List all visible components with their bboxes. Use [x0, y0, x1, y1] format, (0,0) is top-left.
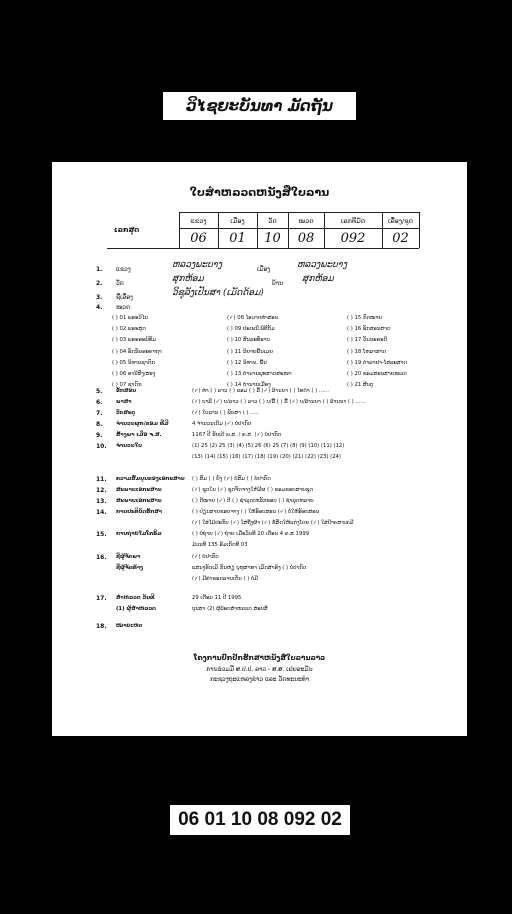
- footer-cooperation-line: ການຮ່ວມມື ສ.ປ.ປ. ລາວ - ສ.ສ. ເຢຍລະມັນ: [206, 666, 313, 673]
- category-19: ( ) 19 ຕຳລາຢາ-ໂສລະສາດ: [347, 359, 407, 366]
- form-row-value: ແສນງຣັດເມັ ກັນຫ່ຽ ບຸຫຸສາທາ ເມັດສຳຣິງ ( ) ບໍ່ປາກົດ: [192, 565, 307, 571]
- form-row-num: 6.: [96, 399, 103, 406]
- form-row-value: ( ) ປ່ຽນສາຍຂອບຈາງ ( ) ໃຫ້ອັອບສອນ (✓) ບໍ່ໃຫ້ອັອບສອນ: [192, 509, 320, 515]
- form-row-num: 8.: [96, 421, 103, 428]
- category-column-1: [112, 313, 162, 391]
- form-row-num: 5.: [96, 388, 103, 395]
- category-10: ( ) 10 ສີນລະທັອາບ: [227, 337, 270, 344]
- row-2-extra-value: ສຸກຫ້ອມ: [302, 274, 334, 284]
- form-row-num: 12.: [96, 487, 107, 494]
- category-14: ( ) 14 ຕຳນານເມືອງ: [227, 382, 271, 389]
- category-05: ( ) 05 ນິທານຊາດົກ: [112, 359, 155, 366]
- row-2-extra-label: ບ້ານ: [272, 280, 283, 287]
- category-column-3: [347, 313, 407, 391]
- code-value-district: 01: [229, 231, 246, 246]
- form-row-label: (1) ຜູ້ສຳຫລວດ: [116, 606, 156, 612]
- category-03: ( ) 03 ພຣະອະພິທັມ: [112, 337, 157, 344]
- code-value-story: 02: [392, 231, 409, 246]
- form-row-value: 29 ເດືອນ 11 ປີ 1995: [192, 595, 242, 601]
- form-row-label: ພາສາ: [116, 399, 132, 405]
- form-row-value: ບຸນສາ (2) ຜູ້ລ້ອດສຳຫລວດ ສ່ອນສີ: [192, 606, 268, 612]
- form-row-num: 18.: [96, 623, 107, 630]
- row-3-value: ວິຊຸລັງເປັນສາ (ເມັດດ້ອມ): [172, 288, 264, 298]
- row-3-label: ຊື່ເລື່ອງ: [116, 294, 133, 301]
- form-row-label: ຊື່ຜູ້ຈັດພາ: [116, 554, 141, 560]
- code-header-district: ເມືອງ: [230, 217, 245, 225]
- category-20: ( ) 20 ຂອມສອນສາຍໝວດ: [347, 371, 407, 378]
- form-row-value: ( ) ສົມ ( ) ຍັງ (✓) ບໍ່ສົມ ( ) ບໍ່ປາກົດ: [192, 476, 271, 482]
- category-01: ( ) 01 ພຣະວິໄນ: [112, 315, 148, 321]
- form-row-value: (✓) ໃສ່ໄມ້ປະກັບ (✓) ໃສ່ຖືງຜ້າ (✓) ຂໍ້ສັດໃຫ້ແຕ່ງໂດຍ (✓) ໃສ່ປ້າຍສາເຄມີ: [192, 520, 354, 526]
- code-label: ເລກສູດ: [114, 226, 140, 234]
- form-row-value: (13) (14) (15) (16) (17) (18) (19) (20) (21) (22) (23) (24): [192, 454, 341, 460]
- category-08: (✓) 08 ໄອວາດທຳສອນ: [227, 315, 279, 321]
- category-17: ( ) 17 ວັນນະຄະດີ: [347, 337, 388, 344]
- form-row-num: 17.: [96, 595, 107, 602]
- code-header-category: ໝວດ: [298, 217, 314, 225]
- form-row-label: ການປະຕິບັດຮັກສາ: [116, 509, 163, 515]
- row-3-num: 3.: [96, 294, 103, 301]
- form-row-num: 13.: [96, 498, 107, 505]
- code-header-temple: ວັດ: [268, 217, 277, 225]
- form-row-label: ຄວາມສົມບູນຂອງເອກະສານ: [116, 476, 185, 482]
- form-row-label: ສະພາບເອກະສານ: [116, 498, 162, 504]
- form-row-value: ( ) ດີໝາຍ (✓) ດີ ( ) ຊຳລຸດເຫລັກຂອບ ( ) ຊຳລຸດຫລາຍ: [192, 498, 314, 504]
- category-21: ( ) 21 ສີບຕູ: [347, 382, 374, 389]
- form-row-value: (✓) ທຳ ( ) ລາວ ( ) ຂອມ ( ) ລື້ (✓) ລ້ານນາ ( ) ໄທດຳ ( ) ......: [192, 388, 329, 394]
- form-row-value: (✓) ຊຸດໃນ (✓) ຊຸດຈັດຈາງໃຫ້ມີຜ ( ) ຂອມຂອບສາຍຊຸດ: [192, 487, 313, 493]
- form-row-label: ສຳຫລວດ ວັນທີ: [116, 595, 155, 601]
- form-row-value: 1167 ປີ ຮັບເປ້ ພ.ສ. / ຄ.ສ. (✓) ບໍ່ປາກົດ: [192, 432, 282, 438]
- form-row-label: ຊື່ຜູ້ຈັດທ້າງ: [116, 565, 144, 571]
- survey-form-sheet: [52, 162, 467, 736]
- code-value-category: 08: [297, 231, 315, 246]
- form-row-label: ວັດສະດຸ: [116, 410, 136, 416]
- code-value-province: 06: [190, 231, 207, 246]
- category-16: ( ) 16 ອັກສອນສາດ: [347, 326, 391, 333]
- archive-header-label: ວິໄຊຍະບັນທາ ມັດຖັນ: [163, 92, 356, 120]
- form-row-num: 10.: [96, 443, 107, 450]
- row-1-value: ຫລວງພະບາງ: [172, 260, 222, 270]
- form-row-value: (✓) ໃບລານ ( ) ພັບສາ ( ) .....: [192, 410, 259, 416]
- category-18: ( ) 18 ໂຫລາສາດ: [347, 348, 387, 355]
- category-07: ( ) 07 ຊາດົກ: [112, 382, 142, 389]
- form-row-value: 4 ຈຳນວນເດີມ (✓) ບໍ່ປາກົດ: [192, 421, 252, 427]
- form-row-num: 9.: [96, 432, 103, 439]
- form-row-label: ອັກສອນ: [116, 388, 137, 394]
- footer-ministry-line: ກະຊວງຖະແຫລງຂ່າວ ແລະ ວັດທະນະທຳ: [210, 676, 309, 683]
- form-row-value: (1) 25 (2) 25 (3) (4) (5) 26 (6) 25 (7) (8) (9) (10) (11) (12): [192, 443, 345, 449]
- form-row-label: ສ້າງພາ ເມື່ອ ຈ.ສ.: [116, 432, 162, 438]
- code-header-bundle: ເລກທີມັດ: [340, 217, 366, 225]
- form-title: ໃບສຳຫລວດຫນັງສືໃບລານ: [189, 186, 330, 199]
- category-02: ( ) 02 ພຣະສູດ: [112, 326, 146, 333]
- category-04: ( ) 04 ອັກນັພຣະຄາຖາ: [112, 348, 162, 355]
- category-15: ( ) 15 ກົດໝາຍ: [347, 315, 382, 321]
- footer-project-line: ໂຄງການປົກປັກຮັກສາຫນັງສືໃບລານລາວ: [193, 654, 326, 662]
- category-11: ( ) 11 ນິຍາຍພື້ນເມຍ: [227, 348, 274, 355]
- category-13: ( ) 13 ຕຳນານພຸທສາດສະໜາ: [227, 371, 292, 378]
- row-1-extra-label: ເມືອງ: [257, 266, 271, 273]
- form-row-label: ຈຳນວນຜູກ/ຂອມ ທີ່ມີ: [116, 421, 169, 427]
- archive-code-label: 06 01 10 08 092 02: [170, 805, 350, 835]
- form-row-num: 14.: [96, 509, 107, 516]
- form-row-value: ມ້ວນທີ 135 ອີມເກັດທີ 03: [192, 542, 248, 548]
- row-2-label: ວັດ: [116, 280, 124, 287]
- code-header-story: ເລື່ອງ/ຊຸດ: [388, 217, 413, 225]
- row-1-extra-value: ຫລວງພະບາງ: [297, 260, 347, 270]
- form-row-num: 15.: [96, 531, 107, 538]
- section-4-label: ໝວດ: [116, 304, 130, 311]
- code-value-bundle: 092: [340, 231, 366, 246]
- form-row-label: ໝາຍເຫດ: [116, 623, 143, 629]
- form-row-value: (✓) ບໍ່ປາກົດ: [192, 554, 219, 560]
- code-header-province: ແຂວງ: [190, 217, 207, 225]
- form-row-label: ສະພາບເອກະສານ: [116, 487, 162, 493]
- form-row-label: ຈຳນວນໃບ: [116, 443, 142, 449]
- form-row-value: ( ) ບໍ່ຖ່າຍ (✓) ຖ່າຍ ເມື່ອວັນທີ 20 ເດືອນ 4 ຄ.ສ.1999: [192, 531, 310, 537]
- form-row-num: 7.: [96, 410, 103, 417]
- form-row-value: (✓) ມີຄຳຂອດລາຍເຕັນ ( ) ບໍ່ມີ: [192, 576, 259, 582]
- row-2-value: ສຸກຫ້ອມ: [172, 274, 204, 284]
- category-12: ( ) 12 ນິທານ, ພື້ນ: [227, 359, 267, 366]
- form-row-num: 11.: [96, 476, 107, 483]
- code-value-temple: 10: [264, 231, 281, 246]
- section-4-num: 4.: [96, 304, 103, 311]
- category-06: ( ) 06 ອານີສົງ/ສອງ: [112, 371, 156, 378]
- category-column-2: [227, 313, 292, 391]
- row-1-label: ແຂວງ: [116, 266, 131, 273]
- row-2-num: 2.: [96, 280, 103, 287]
- form-row-label: ການຖ່າຍໃມໂຄຣິມ: [116, 531, 162, 537]
- form-row-value: (✓) ບາລີ (✓) ບ/ລາວ ( ) ລາວ ( ) ບ/ລື້ ( ) ລື້ (✓) ບ/ລ້ານນາ ( ) ລ້ານນາ ( ) ......: [192, 399, 366, 405]
- form-row-num: 16.: [96, 554, 107, 561]
- row-1-num: 1.: [96, 266, 103, 273]
- category-09: ( ) 09 ປະເພນີ,ພິທີກັມ: [227, 326, 275, 333]
